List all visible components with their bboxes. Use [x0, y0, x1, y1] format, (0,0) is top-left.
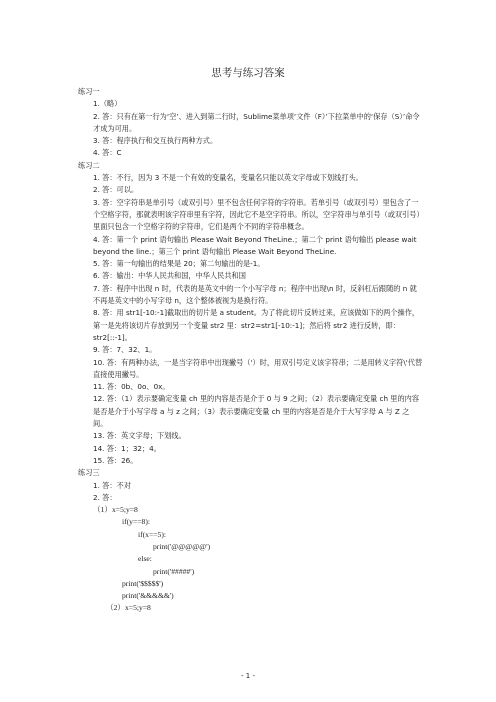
code-line: print('@@@@@') [153, 541, 211, 551]
answer-item: 3. 答：空字符串是单引号（或双引号）里不包含任何字符的字符串。若单引号（或双引号）里包含了一个空格字符，那就表明该字符串里有字符，因此它不是空字符串。所以，空字符串与单引号（或双引号）里面只包含一个空格字符的字符串，它们是两个不同的字符串概念。 [93, 197, 421, 232]
answer-item: 5. 答：第一句输出的结果是 20；第二句输出的是-1。 [93, 259, 265, 269]
answer-item: 7. 答：程序中出现 n 时，代表的是英文中的一个小写字母 n；程序中出现\n 时，反斜杠后跟随的 n 就不再是英文中的小写字母 n，这个整体被视为是换行符。 [93, 283, 417, 306]
answer-item: 2. 答：可以。 [93, 185, 139, 195]
answer-item: 12. 答：（1）表示要确定变量 ch 里的内容是否是介于 0 与 9 之间；（2）表示要确定变量 ch 里的内容是否是介于小写字母 a 与 z 之间；（3）表示要确定变量 ch 里的内容是否是介于大写字母 A 与 Z 之间。 [93, 394, 420, 429]
code-line: print('$$$$$') [122, 578, 164, 588]
answer-item: 10. 答：有两种办法，一是当字符串中出现撇号（'）时，用双引号定义该字符串；二是用转义字符\'代替直接使用撇号。 [93, 357, 423, 379]
code-line: （2）x=5;y=8 [106, 603, 151, 613]
page-number: - 1 - [241, 672, 255, 680]
answer-item: 4. 答：C [93, 148, 122, 158]
answer-item: 3. 答：程序执行和交互执行两种方式。 [93, 136, 218, 146]
section-heading: 练习三 [78, 468, 100, 478]
code-line: print('#####') [153, 566, 195, 576]
answer-item: 1.（略） [93, 99, 122, 109]
answer-item: 1. 答：不行，因为 3 不是一个有效的变量名，变量名只能以英文字母或下划线打头。 [93, 173, 363, 183]
code-line: print('&&&&&') [122, 591, 174, 601]
answer-item: 13. 答：英文字母；下划线。 [93, 431, 186, 441]
section-heading: 练习二 [78, 160, 100, 170]
answer-item: 9. 答：7、32、1。 [93, 345, 157, 355]
document-body [78, 86, 423, 615]
code-line: if(x==5): [138, 529, 166, 539]
answer-item: 2. 答：只有在第一行为‘空’、进入到第二行时，Sublime菜单项‘文件（F）’下拉菜单中的‘保存（S）’命令才成为可用。 [93, 111, 420, 133]
code-line: else: [138, 554, 152, 564]
answer-item: 4. 答：第一个 print 语句输出 Please Wait Beyond TheLine.；第二个 print 语句输出 please wait beyond the line.；第三个 print 语句输出 Please Wait Beyond TheLine. [93, 234, 417, 256]
code-line: if(y==8): [122, 517, 150, 527]
section-heading: 练习一 [78, 87, 100, 96]
answer-item: 6. 答：输出：中华人民共和国，中华人民共和国 [93, 271, 246, 281]
answer-item: 1. 答：不对 [93, 480, 131, 490]
answer-item: 11. 答：0b、0o、0x。 [93, 382, 170, 392]
answer-item: 14. 答：1；32；4。 [93, 443, 161, 453]
code-line: （1）x=5;y=8 [93, 505, 138, 515]
answer-item: 8. 答：用 str1[-10:-1]截取出的切片是 a student。为了将此切片反转过来，应该做如下的两个操作，第一是先将该切片存放到另一个变量 str2 里：str2=str1[-10:-1]；然后将 str2 进行反转，即：str2[::-1]。 [93, 308, 420, 342]
answer-item: 2. 答： [93, 492, 117, 502]
answer-item: 15. 答：26。 [93, 455, 138, 465]
page-title: 思考与练习答案 [211, 67, 285, 79]
